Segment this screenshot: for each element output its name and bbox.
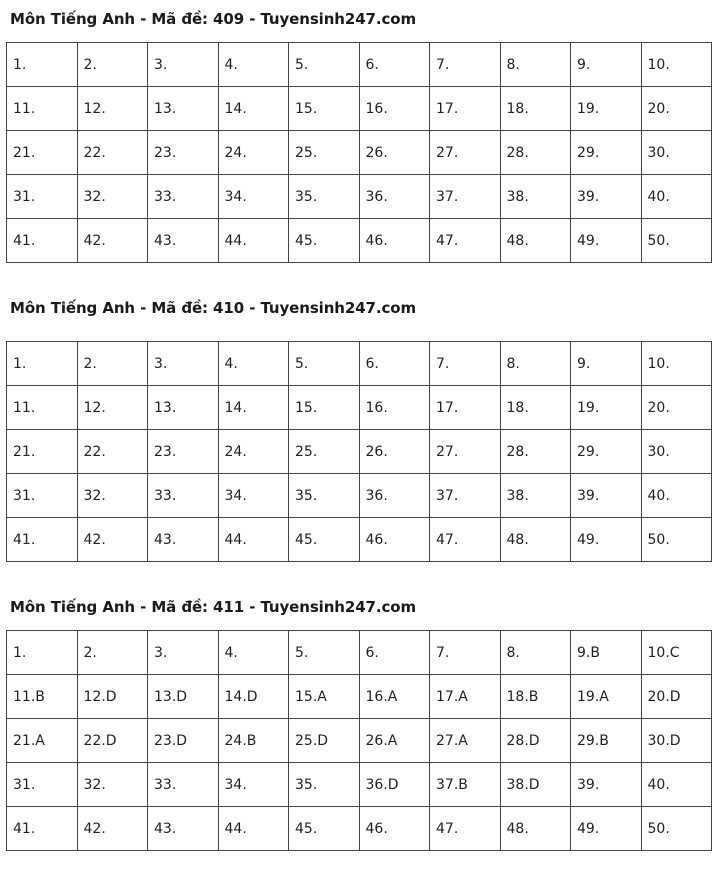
answer-cell: 8. xyxy=(500,43,571,87)
answer-cell: 29. xyxy=(571,131,642,175)
answer-cell: 23.D xyxy=(148,719,219,763)
answer-cell: 36.D xyxy=(359,763,430,807)
answer-cell: 11. xyxy=(7,87,78,131)
table-row xyxy=(7,342,712,386)
answer-cell: 10.C xyxy=(641,631,712,675)
answer-cell: 28. xyxy=(500,430,571,474)
answer-cell: 7. xyxy=(430,631,501,675)
answer-cell: 42. xyxy=(77,807,148,851)
answer-cell: 10. xyxy=(641,43,712,87)
answer-cell: 21.A xyxy=(7,719,78,763)
answer-cell: 44. xyxy=(218,518,289,562)
answer-cell: 20. xyxy=(641,386,712,430)
answer-cell: 15. xyxy=(289,386,360,430)
answer-cell: 27.A xyxy=(430,719,501,763)
answer-cell: 45. xyxy=(289,219,360,263)
answer-cell: 28.D xyxy=(500,719,571,763)
answer-cell: 30. xyxy=(641,131,712,175)
answer-cell: 4. xyxy=(218,43,289,87)
answer-cell: 19.A xyxy=(571,675,642,719)
answer-cell: 33. xyxy=(148,175,219,219)
section-title-411: Môn Tiếng Anh - Mã đề: 411 - Tuyensinh247.com xyxy=(10,598,416,616)
answer-cell: 16.A xyxy=(359,675,430,719)
answer-cell: 15.A xyxy=(289,675,360,719)
answer-cell: 9. xyxy=(571,43,642,87)
answer-cell: 24. xyxy=(218,131,289,175)
answer-cell: 15. xyxy=(289,87,360,131)
answer-cell: 7. xyxy=(430,342,501,386)
table-row xyxy=(7,219,712,263)
answer-cell: 41. xyxy=(7,518,78,562)
answer-cell: 44. xyxy=(218,219,289,263)
answer-cell: 8. xyxy=(500,342,571,386)
answer-cell: 49. xyxy=(571,219,642,263)
answer-cell: 13. xyxy=(148,87,219,131)
answer-cell: 12.D xyxy=(77,675,148,719)
answer-cell: 2. xyxy=(77,43,148,87)
answer-table-409 xyxy=(6,42,712,263)
answer-cell: 22. xyxy=(77,131,148,175)
answer-cell: 12. xyxy=(77,386,148,430)
answer-cell: 1. xyxy=(7,342,78,386)
answer-cell: 46. xyxy=(359,219,430,263)
answer-cell: 2. xyxy=(77,342,148,386)
answer-cell: 41. xyxy=(7,219,78,263)
answer-cell: 18. xyxy=(500,386,571,430)
answer-cell: 20. xyxy=(641,87,712,131)
answer-cell: 36. xyxy=(359,175,430,219)
section-title-409: Môn Tiếng Anh - Mã đề: 409 - Tuyensinh247.com xyxy=(10,10,416,28)
answer-cell: 36. xyxy=(359,474,430,518)
answer-cell: 38. xyxy=(500,474,571,518)
answer-cell: 45. xyxy=(289,807,360,851)
answer-cell: 13. xyxy=(148,386,219,430)
answer-cell: 18. xyxy=(500,87,571,131)
answer-cell: 24.B xyxy=(218,719,289,763)
answer-cell: 44. xyxy=(218,807,289,851)
table-row xyxy=(7,763,712,807)
answer-cell: 43. xyxy=(148,518,219,562)
answer-cell: 32. xyxy=(77,474,148,518)
answer-cell: 46. xyxy=(359,518,430,562)
answer-cell: 11. xyxy=(7,386,78,430)
table-row xyxy=(7,719,712,763)
answer-cell: 31. xyxy=(7,175,78,219)
answer-cell: 6. xyxy=(359,631,430,675)
table-row xyxy=(7,430,712,474)
table-row xyxy=(7,131,712,175)
answer-cell: 3. xyxy=(148,43,219,87)
table-row xyxy=(7,386,712,430)
answer-cell: 25. xyxy=(289,430,360,474)
answer-cell: 5. xyxy=(289,342,360,386)
table-row xyxy=(7,87,712,131)
answer-cell: 14. xyxy=(218,87,289,131)
answer-cell: 37. xyxy=(430,175,501,219)
answer-cell: 26.A xyxy=(359,719,430,763)
answer-cell: 21. xyxy=(7,131,78,175)
table-row xyxy=(7,474,712,518)
answer-cell: 32. xyxy=(77,175,148,219)
answer-cell: 34. xyxy=(218,763,289,807)
answer-cell: 35. xyxy=(289,175,360,219)
answer-cell: 43. xyxy=(148,219,219,263)
answer-cell: 48. xyxy=(500,518,571,562)
table-row xyxy=(7,175,712,219)
answer-cell: 39. xyxy=(571,474,642,518)
answer-cell: 49. xyxy=(571,518,642,562)
answer-cell: 39. xyxy=(571,175,642,219)
answer-cell: 31. xyxy=(7,763,78,807)
answer-cell: 5. xyxy=(289,43,360,87)
answer-cell: 32. xyxy=(77,763,148,807)
answer-cell: 46. xyxy=(359,807,430,851)
answer-cell: 19. xyxy=(571,87,642,131)
answer-cell: 35. xyxy=(289,474,360,518)
answer-cell: 23. xyxy=(148,430,219,474)
answer-cell: 40. xyxy=(641,763,712,807)
answer-cell: 39. xyxy=(571,763,642,807)
answer-cell: 41. xyxy=(7,807,78,851)
answer-cell: 37.B xyxy=(430,763,501,807)
answer-cell: 29.B xyxy=(571,719,642,763)
answer-cell: 16. xyxy=(359,87,430,131)
answer-cell: 42. xyxy=(77,219,148,263)
answer-table-411 xyxy=(6,630,712,851)
answer-cell: 16. xyxy=(359,386,430,430)
answer-cell: 1. xyxy=(7,43,78,87)
answer-cell: 29. xyxy=(571,430,642,474)
table-row xyxy=(7,43,712,87)
answer-cell: 35. xyxy=(289,763,360,807)
answer-cell: 40. xyxy=(641,175,712,219)
answer-cell: 22. xyxy=(77,430,148,474)
answer-cell: 33. xyxy=(148,474,219,518)
answer-cell: 28. xyxy=(500,131,571,175)
table-row xyxy=(7,675,712,719)
answer-cell: 23. xyxy=(148,131,219,175)
answer-cell: 9. xyxy=(571,342,642,386)
answer-cell: 3. xyxy=(148,342,219,386)
section-title-410: Môn Tiếng Anh - Mã đề: 410 - Tuyensinh247.com xyxy=(10,299,416,317)
answer-cell: 21. xyxy=(7,430,78,474)
answer-cell: 47. xyxy=(430,518,501,562)
answer-cell: 6. xyxy=(359,342,430,386)
answer-cell: 38.D xyxy=(500,763,571,807)
answer-cell: 13.D xyxy=(148,675,219,719)
answer-cell: 26. xyxy=(359,430,430,474)
answer-cell: 17. xyxy=(430,386,501,430)
answer-cell: 38. xyxy=(500,175,571,219)
answer-cell: 34. xyxy=(218,474,289,518)
answer-cell: 34. xyxy=(218,175,289,219)
answer-cell: 30. xyxy=(641,430,712,474)
answer-cell: 10. xyxy=(641,342,712,386)
answer-cell: 30.D xyxy=(641,719,712,763)
answer-cell: 24. xyxy=(218,430,289,474)
table-row xyxy=(7,631,712,675)
answer-cell: 14. xyxy=(218,386,289,430)
answer-cell: 11.B xyxy=(7,675,78,719)
answer-cell: 4. xyxy=(218,342,289,386)
answer-cell: 27. xyxy=(430,131,501,175)
answer-table-410 xyxy=(6,341,712,562)
answer-cell: 17.A xyxy=(430,675,501,719)
answer-cell: 42. xyxy=(77,518,148,562)
answer-cell: 40. xyxy=(641,474,712,518)
answer-cell: 47. xyxy=(430,807,501,851)
table-row xyxy=(7,518,712,562)
answer-cell: 14.D xyxy=(218,675,289,719)
table-row xyxy=(7,807,712,851)
answer-cell: 12. xyxy=(77,87,148,131)
answer-cell: 37. xyxy=(430,474,501,518)
answer-cell: 8. xyxy=(500,631,571,675)
answer-cell: 25. xyxy=(289,131,360,175)
answer-cell: 18.B xyxy=(500,675,571,719)
answer-cell: 50. xyxy=(641,518,712,562)
answer-cell: 33. xyxy=(148,763,219,807)
answer-cell: 4. xyxy=(218,631,289,675)
answer-cell: 5. xyxy=(289,631,360,675)
answer-cell: 45. xyxy=(289,518,360,562)
answer-cell: 43. xyxy=(148,807,219,851)
answer-cell: 19. xyxy=(571,386,642,430)
answer-cell: 1. xyxy=(7,631,78,675)
answer-cell: 50. xyxy=(641,807,712,851)
answer-cell: 2. xyxy=(77,631,148,675)
answer-cell: 48. xyxy=(500,219,571,263)
answer-cell: 47. xyxy=(430,219,501,263)
answer-cell: 27. xyxy=(430,430,501,474)
answer-cell: 31. xyxy=(7,474,78,518)
answer-cell: 9.B xyxy=(571,631,642,675)
answer-cell: 48. xyxy=(500,807,571,851)
answer-cell: 17. xyxy=(430,87,501,131)
answer-cell: 6. xyxy=(359,43,430,87)
answer-cell: 3. xyxy=(148,631,219,675)
answer-cell: 26. xyxy=(359,131,430,175)
answer-cell: 20.D xyxy=(641,675,712,719)
answer-cell: 7. xyxy=(430,43,501,87)
answer-cell: 25.D xyxy=(289,719,360,763)
answer-cell: 50. xyxy=(641,219,712,263)
answer-cell: 49. xyxy=(571,807,642,851)
answer-cell: 22.D xyxy=(77,719,148,763)
